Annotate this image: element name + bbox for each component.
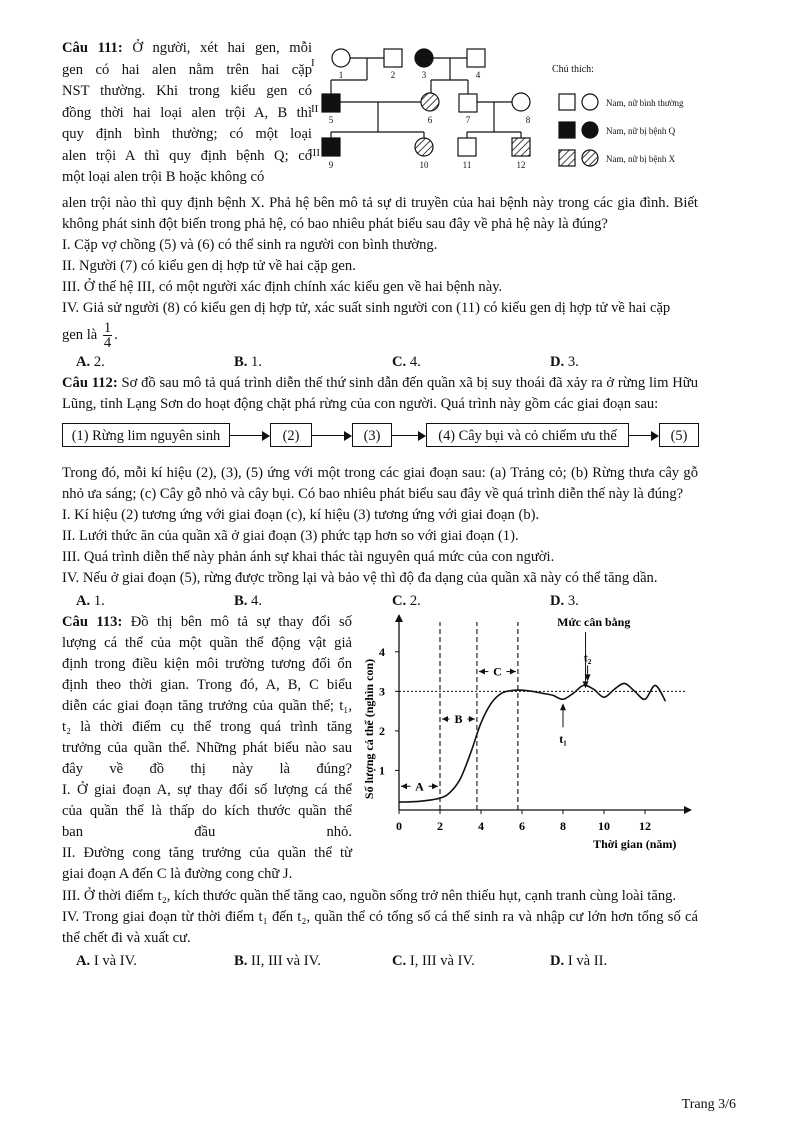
y-tick-label: 2: [379, 723, 385, 738]
q112-statement-3: III. Quá trình diễn thế này phản ánh sự khai thác tài nguyên quá mức của con người.: [62, 549, 555, 565]
flow-arrow: [629, 435, 657, 436]
gen-label-3: III: [309, 147, 320, 159]
option-letter: A.: [76, 953, 91, 969]
q113-line: I. Ở giai đoạn A, sự thay đổi số lượng cá thể: [62, 782, 352, 798]
q111-option-a[interactable]: [62, 352, 220, 373]
x-axis-label: Thời gian (năm): [593, 837, 677, 851]
x-tick-label: 4: [478, 819, 484, 833]
option-text: I và IV.: [93, 953, 137, 969]
option-letter: C.: [392, 354, 407, 370]
flow-stage-4: (4) Cây bụi và cỏ chiếm ưu thế: [426, 423, 629, 447]
t1-pointer-head: [560, 703, 566, 710]
x-tick-label: 8: [560, 819, 566, 833]
flow-stage-3: (3): [352, 423, 392, 447]
option-text: II, III và IV.: [251, 953, 321, 969]
option-letter: B.: [234, 593, 248, 609]
q113-line: của quần thể là thấp do kích thước quần thể: [62, 803, 352, 819]
gen-label-2: II: [311, 103, 319, 115]
x-tick-label: 10: [598, 819, 610, 833]
flow-stage-2: (2): [270, 423, 312, 447]
q111-option-b[interactable]: [220, 352, 378, 373]
q112-intro-text: Sơ đồ sau mô tả quá trình diễn thế thứ sinh dẫn đến quần xã bị suy thoái đã xảy ra ở rừng lim Hữu Lũng, tỉnh Lạng Sơn do hoạt động chặt phá rừng của con người. Quá trình này gồm các giai đoạn sau:: [62, 375, 698, 412]
option-text: I, III và IV.: [409, 953, 475, 969]
x-tick-label: 0: [396, 819, 402, 833]
q112-number: Câu 112:: [62, 375, 118, 391]
y-tick-label: 3: [379, 684, 385, 699]
pedigree-id-6: 6: [427, 115, 433, 125]
q111-line: NST thường. Khi trong kiểu gen có: [62, 83, 312, 99]
pedigree-id-5: 5: [328, 115, 334, 125]
option-text: 1.: [251, 354, 262, 370]
q113-line: t₂ là thời điểm cụ thể trong quá trình tăng: [62, 719, 352, 735]
q113-statement-4: IV. Trong giai đoạn từ thời điểm t₁ đến t₂, quần thể có tổng số cá thể sinh ra và nhập cư lớn hơn tổng số cá thể chết đi và xuất cư.: [62, 909, 698, 946]
x-tick-label: 12: [639, 819, 651, 833]
q111-option-d[interactable]: [536, 352, 694, 373]
pedigree-id-4: 4: [475, 70, 481, 80]
option-letter: D.: [550, 953, 565, 969]
q112-option-b[interactable]: [220, 591, 378, 612]
q111-continue: alen trội nào thì quy định bệnh X. Phả hệ bên mô tả sự di truyền của hai bệnh này trong các gia đình. Biết không phát sinh đột biến trong phả hệ, có bao nhiêu phát biểu sau đây về phả hệ này là đúng?: [62, 195, 698, 232]
q113-line: lượng cá thể của một quần thể động vật giả: [62, 635, 352, 651]
pedigree-id-9: 9: [328, 160, 334, 170]
option-text: 2.: [93, 354, 105, 370]
option-letter: B.: [234, 953, 248, 969]
q111-statement-4-tail: gen là $\frac{1}{4}$ .: [62, 320, 118, 351]
x-tick-label: 2: [437, 819, 443, 833]
q111-option-c[interactable]: [378, 352, 536, 373]
q111-intro: [62, 38, 312, 189]
option-text: 4.: [409, 354, 421, 370]
page-content: [62, 38, 698, 972]
q112-statement-2: II. Lưới thức ăn của quần xã ở giai đoạn (3) phức tạp hơn so với giai đoạn (1).: [62, 528, 519, 544]
q113-line: II. Đường cong tăng trưởng của quần thể từ: [62, 845, 352, 861]
pedigree-id-10: 10: [419, 160, 429, 170]
population-growth-chart: [354, 610, 698, 860]
phase-label-c: C: [493, 664, 502, 679]
pedigree-id-7: 7: [465, 115, 471, 125]
q111-line: gen có hai alen nằm trên hai cặp: [62, 61, 312, 78]
q113-line: ban đầu nhỏ.: [62, 824, 352, 840]
phase-arrowhead: [401, 783, 407, 789]
q112-after: Trong đó, mỗi kí hiệu (2), (3), (5) ứng với một trong các giai đoạn sau: (a) Trảng cỏ; (b) Rừng thưa cây gỗ nhỏ ưa sáng; (c) Cây gỗ nhỏ và cây bụi. Có bao nhiêu phát biểu sau đây về quá trình diễn thế này là đúng?: [62, 465, 698, 502]
phase-arrowhead: [469, 716, 475, 722]
legend-normal: Nam, nữ bình thường: [606, 98, 684, 108]
q112-option-c[interactable]: [378, 591, 536, 612]
legend-disease-x: Nam, nữ bị bệnh X: [606, 154, 676, 164]
y-tick-label: 1: [379, 763, 385, 778]
pedigree-id-8: 8: [525, 115, 531, 125]
q111-number: Câu 111:: [62, 40, 133, 56]
x-tick-label: 6: [519, 819, 525, 833]
y-tick-label: 4: [379, 644, 385, 659]
q113-option-b[interactable]: [220, 951, 378, 972]
q113-option-d[interactable]: [536, 951, 694, 972]
q113-line: trưởng của quần thể. Những phát biểu nào sau: [62, 740, 352, 756]
option-letter: A.: [76, 354, 91, 370]
option-text: 1.: [93, 593, 105, 609]
q112-statement-4: IV. Nếu ở giai đoạn (5), rừng được trồng lại và bảo vệ thì độ đa dạng của quần xã này có thể tăng dần.: [62, 570, 658, 586]
y-axis-arrow: [395, 614, 403, 622]
option-letter: C.: [392, 953, 407, 969]
q113-line: Câu 113: Đồ thị bên mô tả sự thay đổi số: [62, 614, 352, 630]
q113-line: định theo thời gian. Trong đó, A, B, C biểu: [62, 677, 352, 693]
q112-intro: [62, 373, 698, 415]
growth-curve: [399, 683, 666, 802]
question-113: [62, 612, 698, 972]
q113-number: Câu 113:: [62, 614, 131, 630]
page-number: Trang 3/6: [681, 1097, 736, 1112]
q111-line: đồng thời hai loại alen trội A, B thì: [62, 104, 312, 121]
q111-options: [62, 352, 698, 373]
option-text: 3.: [567, 354, 579, 370]
option-text: 3.: [567, 593, 579, 609]
fraction: [103, 321, 112, 350]
phase-arrowhead: [432, 783, 438, 789]
q111-line: quy định bình thường; có một loại: [62, 126, 312, 142]
q111-statement-2: II. Người (7) có kiểu gen dị hợp tử về hai cặp gen.: [62, 258, 356, 274]
q113-statement-3: III. Ở thời điểm t₂, kích thước quần thể tăng cao, nguồn sống trở nên thiếu hụt, cạnh tranh cùng loài tăng.: [62, 888, 677, 904]
pedigree-id-11: 11: [462, 160, 472, 170]
pedigree-id-12: 12: [516, 160, 526, 170]
pedigree-id-1: 1: [338, 70, 344, 80]
q112-option-d[interactable]: [536, 591, 694, 612]
option-text: I và II.: [567, 953, 608, 969]
t1-label: t₁: [559, 732, 567, 747]
fraction-numerator: 1: [103, 320, 112, 336]
q111-statement-3: III. Ở thế hệ III, có một người xác định chính xác kiểu gen về hai bệnh này.: [62, 279, 503, 295]
q113-line: diễn các giai đoạn tăng trưởng của quần thể; t₁,: [62, 698, 352, 714]
phase-arrowhead: [510, 669, 516, 675]
fraction-denominator: 4: [103, 335, 112, 351]
q111-statement-1: I. Cặp vợ chồng (5) và (6) có thể sinh ra người con bình thường.: [62, 237, 438, 253]
legend-disease-q: Nam, nữ bị bệnh Q: [606, 126, 676, 136]
pedigree-id-2: 2: [390, 70, 396, 80]
question-112: [62, 373, 698, 612]
pedigree-id-3: 3: [421, 70, 427, 80]
equilibrium-label: Mức cân bằng: [557, 615, 631, 629]
option-text: 2.: [409, 593, 421, 609]
x-axis-arrow: [684, 806, 692, 814]
flow-stage-5: (5): [659, 423, 699, 447]
flow-stage-1: (1) Rừng lim nguyên sinh: [62, 423, 230, 447]
q111-line: Câu 111: Ở người, xét hai gen, mỗi: [62, 40, 312, 56]
option-letter: D.: [550, 354, 565, 370]
phase-label-a: A: [415, 779, 424, 794]
q113-option-a[interactable]: [62, 951, 220, 972]
q113-line: định trong điều kiện môi trường tương đối ổn: [62, 656, 352, 672]
flow-arrow: [392, 435, 424, 436]
q112-options: [62, 591, 698, 612]
phase-arrowhead: [442, 716, 448, 722]
q112-option-a[interactable]: [62, 591, 220, 612]
pedigree-diagram: [306, 38, 766, 198]
option-letter: A.: [76, 593, 91, 609]
question-111: [62, 38, 698, 373]
t2-label: t₂: [583, 650, 592, 665]
q111-line: alen trội A thì quy định bệnh Q; có: [62, 147, 312, 164]
q113-line: đây về đồ thị này là đúng?: [62, 761, 352, 777]
legend-title: Chú thích:: [552, 64, 594, 75]
flow-arrow: [230, 435, 268, 436]
q113-option-c[interactable]: [378, 951, 536, 972]
y-axis-label: Số lượng cá thể (nghìn con): [362, 658, 376, 800]
gen-label-1: I: [311, 57, 315, 69]
flow-arrow: [312, 435, 350, 436]
option-letter: B.: [234, 354, 248, 370]
q113-intro: [62, 612, 352, 885]
q113-options: [62, 951, 698, 972]
q111-statement-4: IV. Giả sử người (8) có kiểu gen dị hợp tử, xác suất sinh người con (11) có kiểu gen dị hợp tử về hai cặp: [62, 300, 671, 316]
phase-label-b: B: [454, 712, 463, 727]
succession-flow: [62, 421, 698, 455]
q111-line: một loại alen trội B hoặc không có: [62, 169, 265, 185]
phase-arrowhead: [479, 669, 485, 675]
q112-statement-1: I. Kí hiệu (2) tương ứng với giai đoạn (c), kí hiệu (3) tương ứng với giai đoạn (b).: [62, 507, 540, 523]
option-letter: D.: [550, 593, 565, 609]
q111-iv-tail: gen là: [62, 326, 98, 343]
option-text: 4.: [251, 593, 262, 609]
q113-line: giai đoạn A đến C là đường cong chữ J.: [62, 866, 293, 882]
option-letter: C.: [392, 593, 407, 609]
